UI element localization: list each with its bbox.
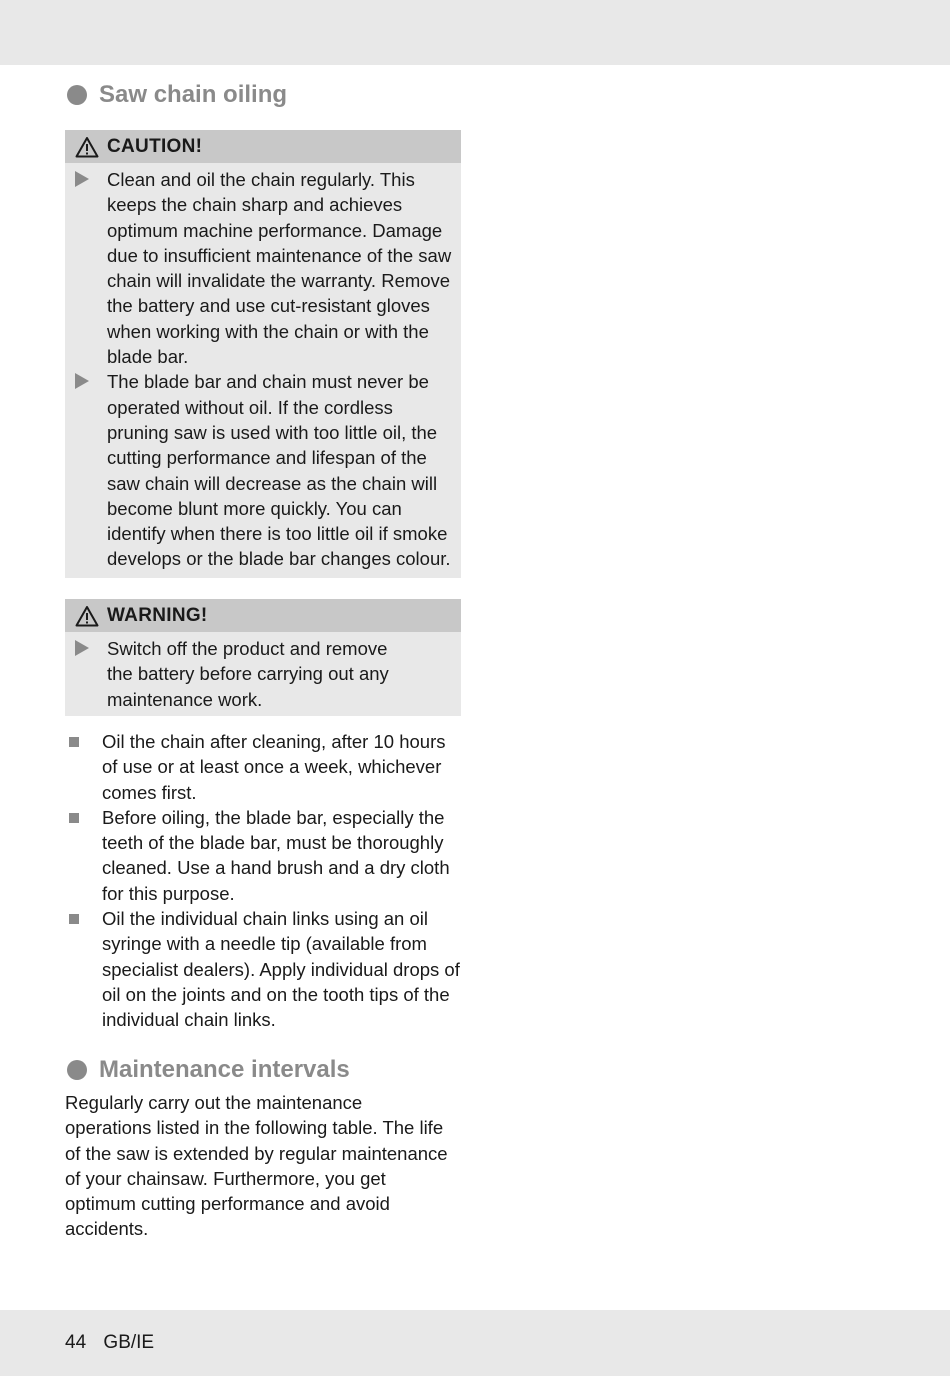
warning-box [65, 599, 461, 716]
caution-body [65, 163, 461, 578]
section-heading [65, 80, 461, 110]
warning-body [65, 632, 461, 718]
caution-heading: CAUTION! [107, 135, 203, 157]
page-number: 44 [65, 1332, 87, 1353]
list-item [65, 906, 461, 1032]
section-heading [65, 1055, 461, 1085]
warning-triangle-icon [75, 605, 99, 627]
oiling-steps-list [65, 729, 461, 1033]
square-bullet-icon [69, 737, 79, 747]
triangle-bullet-icon [75, 373, 89, 389]
section-maintenance-intervals [65, 1055, 461, 1242]
triangle-bullet-icon [75, 640, 89, 656]
list-item [75, 636, 401, 712]
list-item [65, 805, 461, 906]
maintenance-paragraph: Regularly carry out the maintenance operations listed in the following table. The life of the saw is extended by regular maintenance of your chainsaw. Furthermore, you get optimum cutting performance and avoid accidents. [65, 1092, 448, 1240]
section-saw-chain-oiling [65, 80, 461, 110]
section-title: Saw chain oiling [99, 81, 288, 108]
step-text: Oil the individual chain links using an oil syringe with a needle tip (available from specialist dealers). Apply individual drops of oil on the joints and on the tooth tips of the individual chain links. [102, 908, 460, 1031]
caution-box [65, 130, 461, 578]
bullet-dot-icon [67, 1060, 87, 1080]
square-bullet-icon [69, 914, 79, 924]
caution-item-text: Clean and oil the chain regularly. This keeps the chain sharp and achieves optimum machine performance. Damage due to insufficient maintenance of the saw chain will invalidate the warranty. Remove the battery and use cut-resistant gloves when working with the chain or with the blade bar. [107, 169, 452, 368]
list-item [65, 729, 461, 805]
list-item [75, 167, 453, 369]
square-bullet-icon [69, 813, 79, 823]
list-item [75, 369, 453, 571]
triangle-bullet-icon [75, 171, 89, 187]
section-title: Maintenance intervals [99, 1056, 350, 1083]
bullet-dot-icon [67, 85, 87, 105]
caution-item-text: The blade bar and chain must never be operated without oil. If the cordless pruning saw is used with too little oil, the cutting performance and lifespan of the saw chain will decrease as the chain will become blunt more quickly. You can identify when there is too little oil if smoke develops or the blade bar changes colour. [107, 371, 451, 570]
warning-item-text: Switch off the product and remove the battery before carrying out any maintenance work. [107, 638, 389, 710]
page-footer [65, 1332, 154, 1354]
header-band [0, 0, 950, 65]
step-text: Oil the chain after cleaning, after 10 hours of use or at least once a week, whichever comes first. [102, 731, 446, 803]
caution-header [65, 130, 461, 163]
warning-triangle-icon [75, 136, 99, 158]
locale-label: GB/IE [103, 1332, 155, 1353]
step-text: Before oiling, the blade bar, especially the teeth of the blade bar, must be thoroughly cleaned. Use a hand brush and a dry cloth for this purpose. [102, 806, 450, 904]
warning-header [65, 599, 461, 632]
warning-heading: WARNING! [107, 604, 208, 626]
